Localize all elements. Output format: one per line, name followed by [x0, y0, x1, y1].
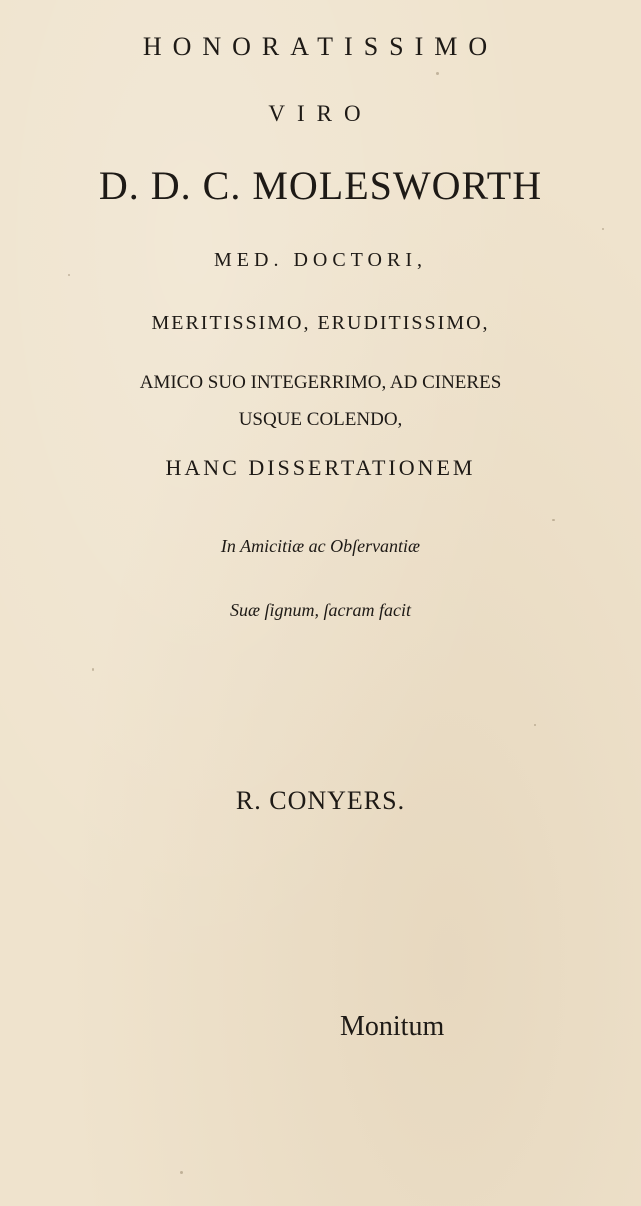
dedication-line-honoratissimo: HONORATISSIMO: [142, 32, 499, 61]
dedication-line-viro: VIRO: [268, 101, 373, 126]
paper-speck: [92, 668, 94, 671]
dedication-line-amicitiae: In Amicitiæ ac Obſervantiæ: [220, 536, 421, 556]
paper-speck: [68, 274, 70, 276]
dedication-line-usque: USQUE COLENDO,: [238, 409, 403, 430]
paper-speck: [602, 228, 604, 230]
dedication-line-med-doctori: MED. DOCTORI,: [214, 249, 427, 271]
paper-speck: [436, 72, 439, 75]
paper-speck: [552, 519, 555, 521]
dedicatee-name: D. D. C. MOLESWORTH: [98, 163, 543, 208]
dedication-line-meritissimo: MERITISSIMO, ERUDITISSIMO,: [151, 312, 490, 334]
signature-r-conyers: R. CONYERS.: [235, 786, 406, 815]
dedication-line-hanc: HANC DISSERTATIONEM: [165, 455, 476, 480]
dedication-line-amico: AMICO SUO INTEGERRIMO, AD CINERES: [139, 372, 502, 393]
paper-speck: [180, 1171, 183, 1174]
catchword-monitum: Monitum: [340, 1011, 445, 1042]
paper-speck: [534, 724, 536, 726]
dedication-line-suae: Suæ ſignum, ſacram facit: [230, 600, 411, 620]
